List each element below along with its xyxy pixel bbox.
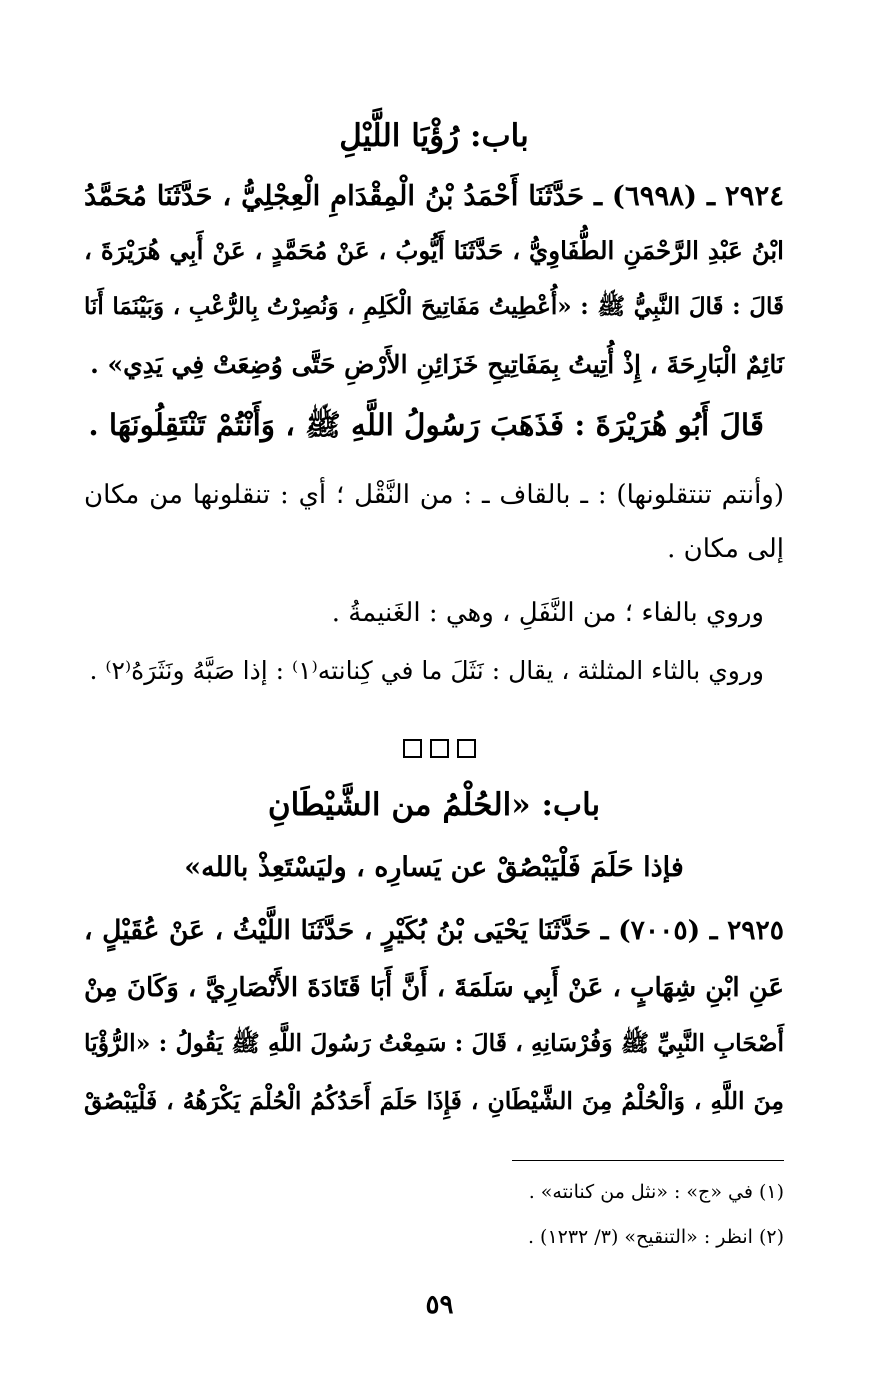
square-ornament-icon <box>403 739 422 758</box>
hadith-2925-line-4: مِنَ اللَّهِ ، وَالْحُلْمُ مِنَ الشَّيْطَانِ ، فَإِذَا حَلَمَ أَحَدُكُمُ الْحُلْمَ يَكْرَهُهُ ، فَلْيَبْصُقْ <box>84 1087 784 1115</box>
section-divider-ornament <box>0 735 879 759</box>
chapter-title: رُؤْيَا اللَّيْلِ <box>339 118 460 154</box>
hadith-2924-line-3: قَالَ : قَالَ النَّبِيُّ ﷺ : «أُعْطِيتُ مَفَاتِيحَ الْكَلِمِ ، وَنُصِرْتُ بِالرُّعْبِ ، وَبَيْنَمَا أَنَا <box>84 293 784 320</box>
hadith-2924-line-5: قَالَ أَبُو هُرَيْرَةَ : فَذَهَبَ رَسُولُ اللَّهِ ﷺ ، وَأَنْتُمْ تَنْتَقِلُونَهَا . <box>88 407 764 442</box>
square-ornament-icon <box>430 739 449 758</box>
hadith-2925-line-1: ٢٩٢٥ ـ (٧٠٠٥) ـ حَدَّثَنَا يَحْيَى بْنُ بُكَيْرٍ ، حَدَّثَنَا اللَّيْثُ ، عَنْ عُقَيْلٍ ، <box>84 915 784 946</box>
chapter-subtitle: فإذا حَلَمَ فَلْيَبْصُقْ عن يَسارِه ، وليَسْتَعِذْ بالله» <box>184 852 684 883</box>
hadith-2925-line-2: عَنِ ابْنِ شِهَابٍ ، عَنْ أَبِي سَلَمَةَ ، أَنَّ أَبَا قَتَادَةَ الأَنْصَارِيَّ ، وَكَانَ مِنْ <box>84 973 784 1003</box>
commentary-line-1: (وأنتم تنتقلونها) : ـ بالقاف ـ : من النَّقْل ؛ أي : تنقلونها من مكان <box>84 480 784 510</box>
chapter-heading-dream-from-satan <box>84 787 784 823</box>
hadith-2924-line-1: ٢٩٢٤ ـ (٦٩٩٨) ـ حَدَّثَنَا أَحْمَدُ بْنُ الْمِقْدَامِ الْعِجْلِيُّ ، حَدَّثَنَا مُحَمَّدُ <box>84 180 784 212</box>
chapter-heading-night-vision <box>84 118 784 154</box>
hadith-2924-line-2: ابْنُ عَبْدِ الرَّحْمَنِ الطُّفَاوِيُّ ، حَدَّثَنَا أَيُّوبُ ، عَنْ مُحَمَّدٍ ، عَنْ أَبِي هُرَيْرَةَ ، <box>84 236 784 265</box>
hadith-2925-line-3: أَصْحَابِ النَّبِيِّ ﷺ وَفُرْسَانِهِ ، قَالَ : سَمِعْتُ رَسُولَ اللَّهِ ﷺ يَقُولُ : «الرُّؤْيَا <box>84 1029 784 1057</box>
chapter-label: باب: <box>470 118 529 154</box>
footnote-1: (١) في «ج» : «نثل من كنانته» . <box>528 1181 784 1203</box>
footnote-separator <box>512 1160 784 1161</box>
chapter-title: «الحُلْمُ من الشَّيْطَانِ <box>267 787 531 823</box>
commentary-line-2: إلى مكان . <box>667 534 784 564</box>
commentary-line-3: وروي بالفاء ؛ من النَّفَلِ ، وهي : الغَنيمةُ . <box>331 598 764 628</box>
page-number: ٥٩ <box>425 1290 454 1320</box>
square-ornament-icon <box>457 739 476 758</box>
hadith-2924-line-4: نَائِمٌ الْبَارِحَةَ ، إِذْ أُتِيتُ بِمَفَاتِيحِ خَزَائِنِ الأَرْضِ حَتَّى وُضِعَتْ فِي يَدِي» . <box>90 350 784 379</box>
chapter-label: باب: <box>541 787 601 823</box>
commentary-line-4: وروي بالثاء المثلثة ، يقال : نَثَلَ ما في كِنانته⁽١⁾ : إذا صَبَّهُ ونَثَرَهُ⁽٢⁾ . <box>89 656 764 685</box>
footnote-2: (٢) انظر : «التنقيح» (٣/ ١٢٣٢) . <box>527 1226 784 1248</box>
